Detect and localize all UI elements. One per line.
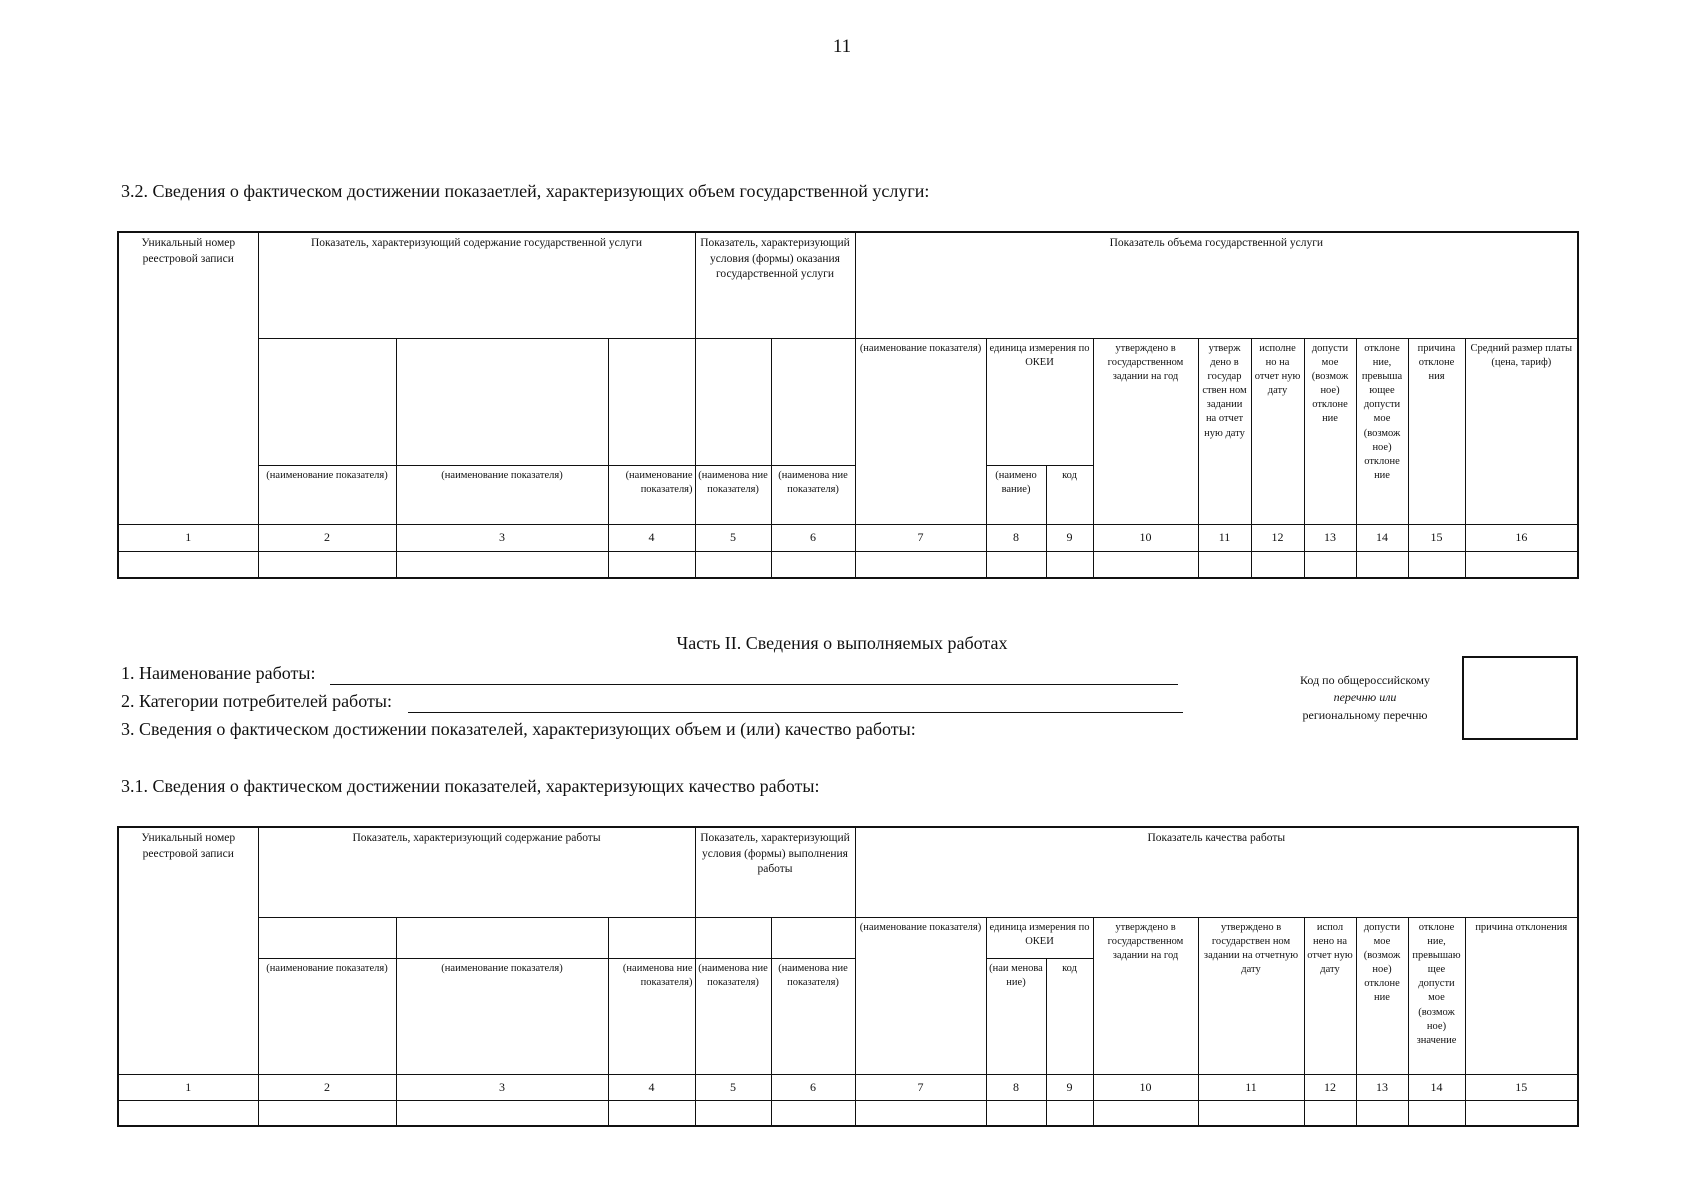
data-cell[interactable] [608, 1100, 695, 1126]
consumers-label: 2. Категории потребителей работы: [121, 691, 392, 711]
column-number: 3 [396, 1074, 608, 1100]
code-label-line-3: региональному перечню [1302, 707, 1428, 722]
data-cell[interactable] [986, 551, 1046, 578]
indicator-name-label: (наименова ние показателя) [695, 465, 771, 524]
quality-indicator-header: Показатель качества работы [855, 827, 1578, 917]
exceeding-deviation-header: отклоне ние, превыша ющее допусти мое (возмож ное) отклоне ние [1356, 338, 1408, 524]
data-cell[interactable] [986, 1100, 1046, 1126]
data-cell[interactable] [1093, 551, 1198, 578]
data-cell[interactable] [1465, 551, 1578, 578]
data-cell[interactable] [1198, 551, 1251, 578]
column-number: 12 [1251, 524, 1304, 551]
section-3-2-heading: 3.2. Сведения о фактическом достижении показаетлей, характеризующих объем государственной услуги: [121, 181, 930, 201]
section-3-1-heading: 3.1. Сведения о фактическом достижении показателей, характеризующих качество работы: [121, 776, 820, 796]
data-cell[interactable] [1356, 1100, 1408, 1126]
data-cell[interactable] [1408, 551, 1465, 578]
column-number: 13 [1356, 1074, 1408, 1100]
indicator-name-label: (наименова ние показателя) [608, 958, 695, 1074]
data-cell[interactable] [855, 551, 986, 578]
column-number: 3 [396, 524, 608, 551]
content-subcol-2 [396, 917, 608, 958]
column-number: 9 [1046, 524, 1093, 551]
data-cell[interactable] [1093, 1100, 1198, 1126]
content-indicator-header: Показатель, характеризующий содержание работы [258, 827, 695, 917]
unique-number-header: Уникальный номер реестровой записи [118, 827, 258, 1074]
column-number: 14 [1408, 1074, 1465, 1100]
column-number: 10 [1093, 524, 1198, 551]
conditions-subcol-1 [695, 917, 771, 958]
data-cell[interactable] [258, 1100, 396, 1126]
column-number: 15 [1408, 524, 1465, 551]
code-box-label [1290, 672, 1440, 724]
data-cell[interactable] [1465, 1100, 1578, 1126]
unit-name-header: (наи менова ние) [986, 958, 1046, 1074]
unit-name-header: (наимено вание) [986, 465, 1046, 524]
data-cell[interactable] [695, 1100, 771, 1126]
data-cell[interactable] [1046, 1100, 1093, 1126]
content-subcol-3 [608, 338, 695, 465]
work-name-label: 1. Наименование работы: [121, 663, 316, 683]
code-label-line-1: Код по общероссийскому [1300, 673, 1430, 687]
approved-year-header: утверждено в государственном задании на год [1093, 917, 1198, 1074]
conditions-subcol-2 [771, 338, 855, 465]
indicator-name-label: (наименова ние показателя) [771, 958, 855, 1074]
column-number: 11 [1198, 1074, 1304, 1100]
data-cell[interactable] [1304, 1100, 1356, 1126]
column-number: 4 [608, 1074, 695, 1100]
page-number: 11 [832, 36, 852, 57]
data-cell[interactable] [396, 1100, 608, 1126]
unit-okei-header: единица измерения по ОКЕИ [986, 917, 1093, 958]
conditions-subcol-1 [695, 338, 771, 465]
conditions-subcol-2 [771, 917, 855, 958]
conditions-indicator-header: Показатель, характеризующий условия (формы) оказания государственной услуги [695, 232, 855, 338]
column-number: 7 [855, 1074, 986, 1100]
data-cell[interactable] [1304, 551, 1356, 578]
data-cell[interactable] [1198, 1100, 1304, 1126]
column-number: 2 [258, 524, 396, 551]
approved-year-header: утверждено в государственном задании на год [1093, 338, 1198, 524]
data-cell[interactable] [1046, 551, 1093, 578]
indicator-name-label: (наименова ние показателя) [771, 465, 855, 524]
deviation-reason-header: причина отклонения [1465, 917, 1578, 1074]
column-number: 7 [855, 524, 986, 551]
quality-name-header: (наименование показателя) [855, 917, 986, 1074]
data-cell[interactable] [1251, 551, 1304, 578]
data-cell[interactable] [118, 1100, 258, 1126]
unique-number-header: Уникальный номер реестровой записи [118, 232, 258, 524]
indicator-name-label: (наименование показателя) [396, 465, 608, 524]
quality-indicators-table [117, 826, 1579, 1127]
data-cell[interactable] [258, 551, 396, 578]
data-cell[interactable] [771, 551, 855, 578]
conditions-indicator-header: Показатель, характеризующий условия (формы) выполнения работы [695, 827, 855, 917]
column-number: 8 [986, 524, 1046, 551]
column-number: 1 [118, 524, 258, 551]
allowed-deviation-header: допусти мое (возмож ное) отклоне ние [1356, 917, 1408, 1074]
content-subcol-1 [258, 917, 396, 958]
data-cell[interactable] [608, 551, 695, 578]
data-cell[interactable] [1356, 551, 1408, 578]
approved-date-header: утверждено в государствен ном задании на отчетную дату [1198, 917, 1304, 1074]
indicator-name-label: (наименование показателя) [608, 465, 695, 524]
column-number: 4 [608, 524, 695, 551]
data-cell[interactable] [1408, 1100, 1465, 1126]
indicator-name-label: (наименование показателя) [258, 465, 396, 524]
column-number: 2 [258, 1074, 396, 1100]
column-number: 5 [695, 524, 771, 551]
column-number: 9 [1046, 1074, 1093, 1100]
volume-name-header: (наименование показателя) [855, 338, 986, 524]
data-cell[interactable] [695, 551, 771, 578]
column-number: 10 [1093, 1074, 1198, 1100]
indicator-name-label: (наименование показателя) [396, 958, 608, 1074]
column-number: 11 [1198, 524, 1251, 551]
registry-code-box[interactable] [1462, 656, 1578, 740]
approved-date-header: утверж дено в государ ствен ном задании на отчет ную дату [1198, 338, 1251, 524]
deviation-reason-header: причина отклоне ния [1408, 338, 1465, 524]
allowed-deviation-header: допусти мое (возмож ное) отклоне ние [1304, 338, 1356, 524]
consumers-line[interactable] [408, 712, 1183, 713]
indicator-name-label: (наименова ние показателя) [695, 958, 771, 1074]
content-subcol-2 [396, 338, 608, 465]
column-number: 5 [695, 1074, 771, 1100]
column-number: 6 [771, 524, 855, 551]
column-number: 1 [118, 1074, 258, 1100]
work-name-line[interactable] [330, 684, 1178, 685]
code-label-line-2: перечню или [1333, 690, 1397, 705]
part-2-title: Часть II. Сведения о выполняемых работах [676, 633, 1008, 653]
data-cell[interactable] [118, 551, 258, 578]
data-cell[interactable] [855, 1100, 986, 1126]
unit-okei-header: единица измерения по ОКЕИ [986, 338, 1093, 465]
work-info-label: 3. Сведения о фактическом достижении показателей, характеризующих объем и (или) качество работы: [121, 719, 916, 739]
content-subcol-1 [258, 338, 396, 465]
volume-indicator-header: Показатель объема государственной услуги [855, 232, 1578, 338]
exceeding-deviation-header: отклоне ние, превышаю щее допусти мое (возмож ное) значение [1408, 917, 1465, 1074]
unit-code-header: код [1046, 465, 1093, 524]
volume-indicators-table [117, 231, 1579, 579]
column-number: 12 [1304, 1074, 1356, 1100]
column-number: 13 [1304, 524, 1356, 551]
column-number: 6 [771, 1074, 855, 1100]
content-subcol-3 [608, 917, 695, 958]
column-number: 8 [986, 1074, 1046, 1100]
executed-date-header: испол нено на отчет ную дату [1304, 917, 1356, 1074]
executed-date-header: исполне но на отчет ную дату [1251, 338, 1304, 524]
column-number: 15 [1465, 1074, 1578, 1100]
indicator-name-label: (наименование показателя) [258, 958, 396, 1074]
data-cell[interactable] [771, 1100, 855, 1126]
data-cell[interactable] [396, 551, 608, 578]
average-fee-header: Средний размер платы (цена, тариф) [1465, 338, 1578, 524]
content-indicator-header: Показатель, характеризующий содержание государственной услуги [258, 232, 695, 338]
column-number: 14 [1356, 524, 1408, 551]
unit-code-header: код [1046, 958, 1093, 1074]
column-number: 16 [1465, 524, 1578, 551]
